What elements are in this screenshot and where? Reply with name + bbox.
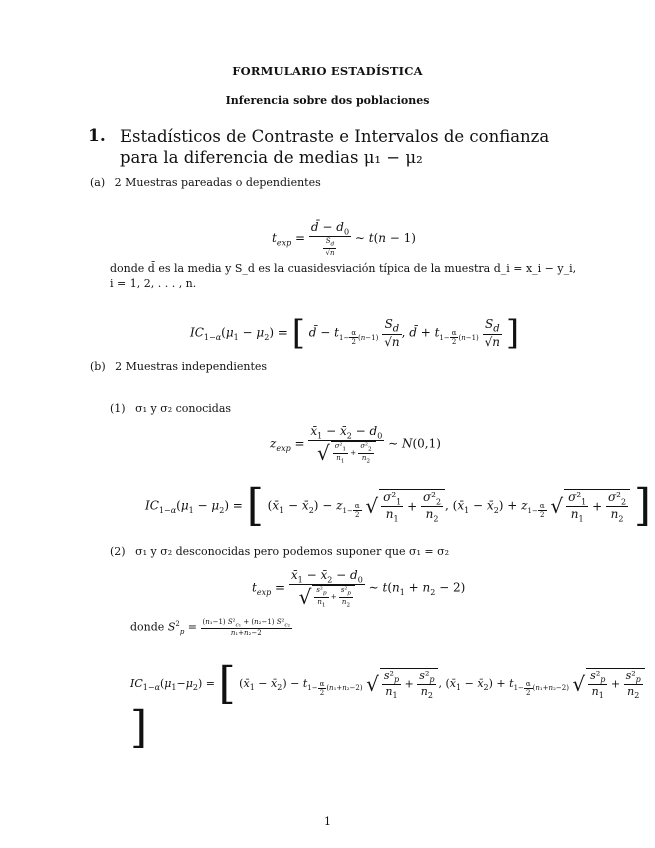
equation-t-unknown: $t_{exp}$ = $x̄_1$ − $x̄_2 - d_0$ √ $\frac{s^2_p}{n_1}$ + $\frac{s^2_p}{n_2}$ ∼ $t(n_1 + n_2 - 2)$ — [252, 568, 466, 609]
sub-item-2-text: σ₁ y σ₂ desconocidas pero podemos suponer que σ₁ = σ₂ — [135, 545, 450, 558]
pooled-variance-prefix: donde — [130, 620, 165, 634]
item-b-text: 2 Muestras independientes — [115, 360, 268, 373]
sub-item-2-label: (2) — [110, 545, 126, 558]
item-a-text: 2 Muestras pareadas o dependientes — [114, 176, 321, 189]
document-title: FORMULARIO ESTADÍSTICA — [232, 64, 423, 78]
sub-item-1 — [110, 402, 231, 415]
page-number: 1 — [324, 815, 331, 828]
equation-ic-unknown: $IC_{1-\alpha}(\mu_1-\mu_2)$ = [ ($x̄_1$ − $x̄_2) - t_{1- \frac{\alpha}{2} (n_1+n_2-2)}$ √ $\frac{s^2_p}{n_1}$ + $\frac{s^2_p}{n_2}$ , ($x̄_1$ − $x̄_2) + t_{1- \frac{\alpha}{2} (n_1+n_2-2)}$ √ $\frac{s^2_p}{n_1}$ + $\frac{s^2_p}{n_2}$ ] — [130, 662, 655, 750]
item-b-label: (b) — [90, 360, 106, 373]
sub-item-2 — [110, 545, 449, 558]
equation-t-paired: $t_{exp}$ = $\frac{d̄ - d_0}{\frac{S_d}{√n}}$ ∼ t(n − 1) — [272, 220, 416, 257]
item-a-note-2: i = 1, 2, . . . , n. — [110, 277, 197, 290]
item-a-note-1: donde d̄ es la media y S_d es la cuasidesviación típica de la muestra d_i = x_i − y_i, — [110, 262, 577, 275]
equation-ic-paired: $IC_{1-\alpha}(\mu_1 - \mu_2)$ = [ d̄ − $t_{1- \frac{\alpha}{2} (n-1)}$ $\frac{S_d}{√n}$ , d̄ + $t_{1- \frac{\alpha}{2} (n-1)}$ $\frac{S_d}{√n}$ ] — [190, 313, 520, 353]
sub-item-1-text: σ₁ y σ₂ conocidas — [135, 402, 232, 415]
document-subtitle: Inferencia sobre dos poblaciones — [225, 94, 430, 107]
equation-ic-known: $IC_{1-\alpha}(\mu_1 - \mu_2)$ = [ ($x̄_1$ − $x̄_2) - z_{1- \frac{\alpha}{2}}$ √ $\frac{\sigma^2_1}{n_1}$ + $\frac{\sigma^2_2}{n_2}$ , ($x̄_1$ − $x̄_2) + z_{1- \frac{\alpha}{2}}$ √ $\frac{\sigma^2_1}{n_1}$ + $\frac{\sigma^2_2}{n_2}$ ] — [145, 480, 652, 531]
equation-z-known: $z_{exp}$ = $x̄_1$ − $x̄_2 - d_0$ √ $\frac{\sigma^2_1}{n_1}$ + $\frac{\sigma^2_2}{n_2}$ ∼ N(0,1) — [270, 424, 441, 465]
item-a — [90, 176, 321, 189]
pooled-variance-note: donde $S^2_p$ = $\frac{(n_1-1) S^2_{c_1} + (n_2-1) S^2_{c_2}}{\text{n₁+n₂−2}}$ — [130, 618, 290, 638]
item-b — [90, 360, 267, 373]
sub-item-1-label: (1) — [110, 402, 126, 415]
section-title: Estadísticos de Contraste e Intervalos de confianza para la diferencia de medias μ₁ − μ₂ — [120, 127, 550, 167]
section-number: 1. — [88, 126, 106, 146]
item-a-label: (a) — [90, 176, 106, 189]
